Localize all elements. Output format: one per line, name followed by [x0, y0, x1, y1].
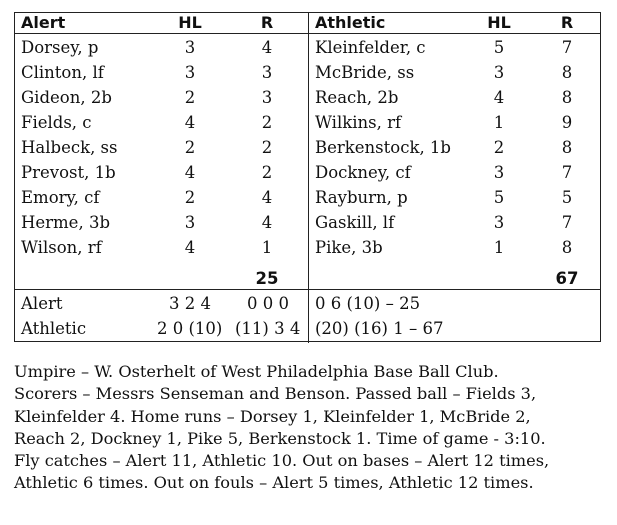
athletic-player-hl: 3 — [493, 163, 505, 182]
athletic-player-name: McBride, ss — [315, 63, 415, 82]
innings-athletic-a: 2 0 (10) — [157, 319, 223, 338]
alert-player-hl: 4 — [184, 113, 196, 132]
athletic-player-hl: 5 — [493, 188, 505, 207]
alert-player-r: 4 — [261, 188, 273, 207]
athletic-player-hl: 1 — [493, 238, 505, 257]
innings-athletic-c: (20) (16) 1 – 67 — [315, 319, 444, 338]
athletic-player-r: 9 — [561, 113, 573, 132]
alert-player-r: 4 — [261, 38, 273, 57]
athletic-total-runs: 67 — [555, 269, 579, 288]
athletic-player-name: Rayburn, p — [315, 188, 408, 207]
innings-divider — [15, 289, 600, 290]
athletic-player-r: 7 — [561, 213, 573, 232]
header-divider — [15, 33, 600, 34]
athletic-player-name: Wilkins, rf — [315, 113, 402, 132]
athletic-player-hl: 1 — [493, 113, 505, 132]
alert-player-hl: 4 — [184, 163, 196, 182]
athletic-player-r: 8 — [561, 63, 573, 82]
athletic-player-r: 8 — [561, 88, 573, 107]
athletic-player-hl: 3 — [493, 213, 505, 232]
athletic-player-hl: 4 — [493, 88, 505, 107]
athletic-player-name: Kleinfelder, c — [315, 38, 426, 57]
alert-player-r: 1 — [261, 238, 273, 257]
header-alert: Alert — [21, 13, 66, 32]
header-athletic-hl: HL — [487, 13, 511, 32]
alert-player-name: Prevost, 1b — [21, 163, 116, 182]
athletic-player-r: 8 — [561, 238, 573, 257]
innings-alert-b: 0 0 0 — [247, 294, 289, 313]
alert-player-r: 2 — [261, 138, 273, 157]
athletic-player-name: Berkenstock, 1b — [315, 138, 451, 157]
alert-player-name: Fields, c — [21, 113, 92, 132]
alert-player-name: Halbeck, ss — [21, 138, 118, 157]
header-athletic: Athletic — [315, 13, 386, 32]
note-line: Reach 2, Dockney 1, Pike 5, Berkenstock 1. Time of game - 3:10. — [14, 428, 546, 448]
alert-player-hl: 3 — [184, 38, 196, 57]
note-line: Fly catches – Alert 11, Athletic 10. Out on bases – Alert 12 times, — [14, 451, 550, 471]
innings-team-alert: Alert — [21, 294, 63, 313]
alert-player-r: 2 — [261, 113, 273, 132]
innings-athletic-b: (11) 3 4 — [235, 319, 301, 338]
alert-player-name: Clinton, lf — [21, 63, 104, 82]
box-score-table — [14, 12, 601, 342]
innings-alert-a: 3 2 4 — [169, 294, 211, 313]
innings-team-athletic: Athletic — [21, 319, 87, 338]
alert-player-name: Dorsey, p — [21, 38, 99, 57]
alert-player-hl: 2 — [184, 138, 196, 157]
athletic-player-hl: 3 — [493, 63, 505, 82]
alert-player-name: Wilson, rf — [21, 238, 102, 257]
alert-player-name: Gideon, 2b — [21, 88, 112, 107]
header-athletic-r: R — [560, 13, 574, 32]
alert-player-r: 2 — [261, 163, 273, 182]
athletic-player-r: 5 — [561, 188, 573, 207]
athletic-player-r: 7 — [561, 163, 573, 182]
alert-total-runs: 25 — [255, 269, 279, 288]
note-line: Athletic 6 times. Out on fouls – Alert 5 times, Athletic 12 times. — [14, 473, 534, 493]
column-divider — [308, 13, 309, 343]
alert-player-hl: 3 — [184, 213, 196, 232]
alert-player-name: Herme, 3b — [21, 213, 111, 232]
game-notes — [14, 361, 609, 495]
header-alert-r: R — [260, 13, 274, 32]
athletic-player-r: 8 — [561, 138, 573, 157]
alert-player-name: Emory, cf — [21, 188, 100, 207]
athletic-player-name: Pike, 3b — [315, 238, 383, 257]
athletic-player-hl: 5 — [493, 38, 505, 57]
note-line: Kleinfelder 4. Home runs – Dorsey 1, Kleinfelder 1, McBride 2, — [14, 406, 531, 426]
note-line: Scorers – Messrs Senseman and Benson. Passed ball – Fields 3, — [14, 384, 537, 404]
alert-player-hl: 4 — [184, 238, 196, 257]
athletic-player-hl: 2 — [493, 138, 505, 157]
note-line: Umpire – W. Osterhelt of West Philadelphia Base Ball Club. — [14, 362, 499, 381]
athletic-player-r: 7 — [561, 38, 573, 57]
alert-player-hl: 2 — [184, 88, 196, 107]
alert-player-hl: 3 — [184, 63, 196, 82]
alert-player-hl: 2 — [184, 188, 196, 207]
alert-player-r: 3 — [261, 63, 273, 82]
header-alert-hl: HL — [178, 13, 202, 32]
athletic-player-name: Dockney, cf — [315, 163, 411, 182]
alert-player-r: 4 — [261, 213, 273, 232]
innings-alert-c: 0 6 (10) – 25 — [315, 294, 421, 313]
alert-player-r: 3 — [261, 88, 273, 107]
athletic-player-name: Reach, 2b — [315, 88, 399, 107]
athletic-player-name: Gaskill, lf — [315, 213, 395, 232]
